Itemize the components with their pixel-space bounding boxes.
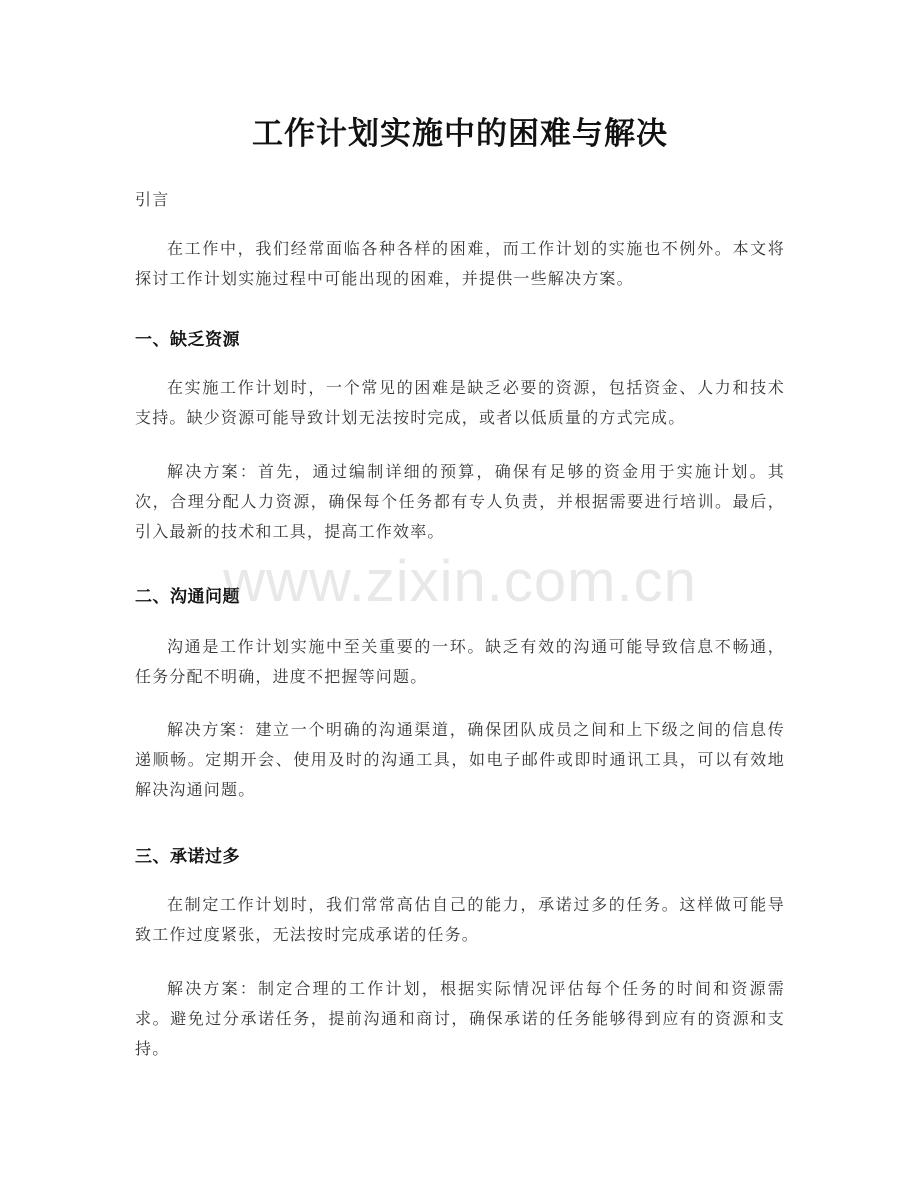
section-heading-3: 三、承诺过多 bbox=[135, 847, 240, 867]
section-1-solution: 解决方案：首先，通过编制详细的预算，确保有足够的资金用于实施计划。其次，合理分配人力资源，确保每个任务都有专人负责，并根据需要进行培训。最后，引入最新的技术和工具，提高工作效率。 bbox=[135, 462, 785, 541]
document-title: 工作计划实施中的困难与解决 bbox=[252, 116, 668, 152]
section-2-solution: 解决方案：建立一个明确的沟通渠道，确保团队成员之间和上下级之间的信息传递顺畅。定期开会、使用及时的沟通工具，如电子邮件或即时通讯工具，可以有效地解决沟通问题。 bbox=[135, 720, 785, 799]
section-3-problem: 在制定工作计划时，我们常常高估自己的能力，承诺过多的任务。这样做可能导致工作过度紧张，无法按时完成承诺的任务。 bbox=[135, 895, 785, 944]
section-heading-1: 一、缺乏资源 bbox=[135, 330, 240, 350]
section-1-problem: 在实施工作计划时，一个常见的困难是缺乏必要的资源，包括资金、人力和技术支持。缺少资源可能导致计划无法按时完成，或者以低质量的方式完成。 bbox=[135, 378, 785, 427]
intro-paragraph: 在工作中，我们经常面临各种各样的困难，而工作计划的实施也不例外。本文将探讨工作计划实施过程中可能出现的困难，并提供一些解决方案。 bbox=[135, 239, 785, 288]
watermark: www.zixin.com.cn bbox=[223, 549, 697, 614]
intro-label: 引言 bbox=[135, 190, 170, 209]
section-2-problem: 沟通是工作计划实施中至关重要的一环。缺乏有效的沟通可能导致信息不畅通，任务分配不明确，进度不把握等问题。 bbox=[135, 637, 785, 686]
section-3-solution: 解决方案：制定合理的工作计划，根据实际情况评估每个任务的时间和资源需求。避免过分承诺任务，提前沟通和商讨，确保承诺的任务能够得到应有的资源和支持。 bbox=[135, 979, 785, 1058]
section-heading-2: 二、沟通问题 bbox=[135, 587, 240, 607]
